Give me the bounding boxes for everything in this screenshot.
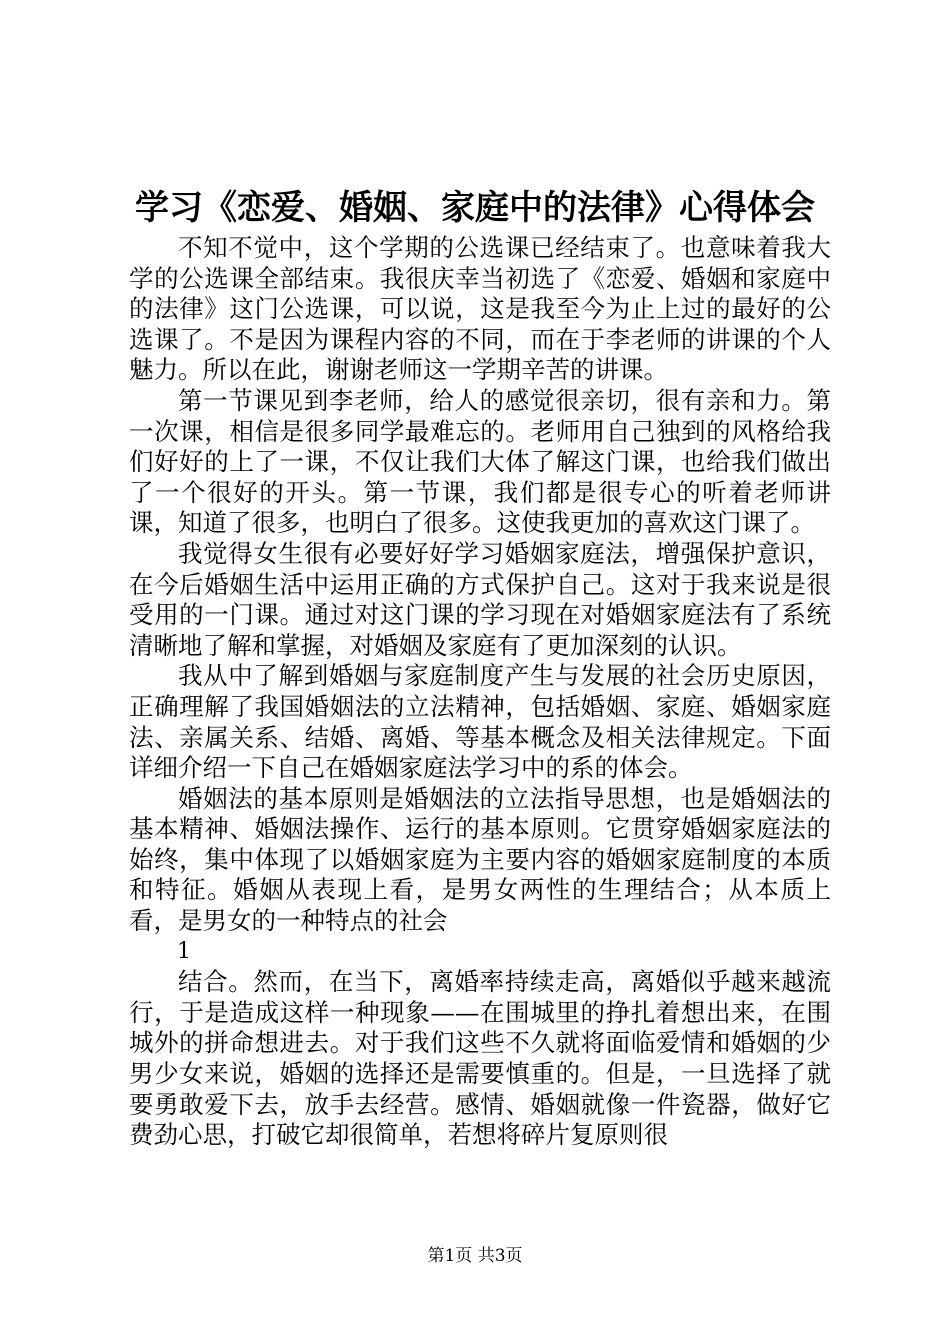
document-body [129, 233, 831, 1151]
inline-page-number: 1 [177, 938, 191, 964]
paragraph-4: 我从中了解到婚姻与家庭制度产生与发展的社会历史原因，正确理解了我国婚姻法的立法精神，包括婚姻、家庭、婚姻家庭法、亲属关系、结婚、离婚、等基本概念及相关法律规定。下面详细介绍一下自己在婚姻家庭法学习中的系的体会。 [129, 661, 831, 783]
paragraph-3: 我觉得女生很有必要好好学习婚姻家庭法，增强保护意识，在今后婚姻生活中运用正确的方式保护自己。这对于我来说是很受用的一门课。通过对这门课的学习现在对婚姻家庭法有了系统清晰地了解和掌握，对婚姻及家庭有了更加深刻的认识。 [129, 538, 831, 660]
paragraph-6: 结合。然而，在当下，离婚率持续走高，离婚似乎越来越流行，于是造成这样一种现象——在围城里的挣扎着想出来，在围城外的拼命想进去。对于我们这些不久就将面临爱情和婚姻的少男少女来说，婚姻的选择还是需要慎重的。但是，一旦选择了就要勇敢爱下去，放手去经营。感情、婚姻就像一件瓷器，做好它费劲心思，打破它却很简单，若想将碎片复原则很 [129, 967, 831, 1150]
document-title: 学习《恋爱、婚姻、家庭中的法律》心得体会 [135, 188, 815, 228]
paragraph-2: 第一节课见到李老师，给人的感觉很亲切，很有亲和力。第一次课，相信是很多同学最难忘的。老师用自己独到的风格给我们好好的上了一课，不仅让我们大体了解这门课，也给我们做出了一个很好的开头。第一节课，我们都是很专心的听着老师讲课，知道了很多，也明白了很多。这使我更加的喜欢这门课了。 [129, 385, 831, 538]
paragraph-1: 不知不觉中，这个学期的公选课已经结束了。也意味着我大学的公选课全部结束。我很庆幸当初选了《恋爱、婚姻和家庭中的法律》这门公选课，可以说，这是我至今为止上过的最好的公选课了。不是因为课程内容的不同，而在于李老师的讲课的个人魅力。所以在此，谢谢老师这一学期辛苦的讲课。 [129, 233, 831, 385]
paragraph-5: 婚姻法的基本原则是婚姻法的立法指导思想，也是婚姻法的基本精神、婚姻法操作、运行的基本原则。它贯穿婚姻家庭法的始终，集中体现了以婚姻家庭为主要内容的婚姻家庭制度的本质和特征。婚姻从表现上看，是男女两性的生理结合；从本质上看，是男女的一种特点的社会 [129, 783, 831, 936]
page-footer: 第1页 共3页 [427, 1246, 523, 1266]
